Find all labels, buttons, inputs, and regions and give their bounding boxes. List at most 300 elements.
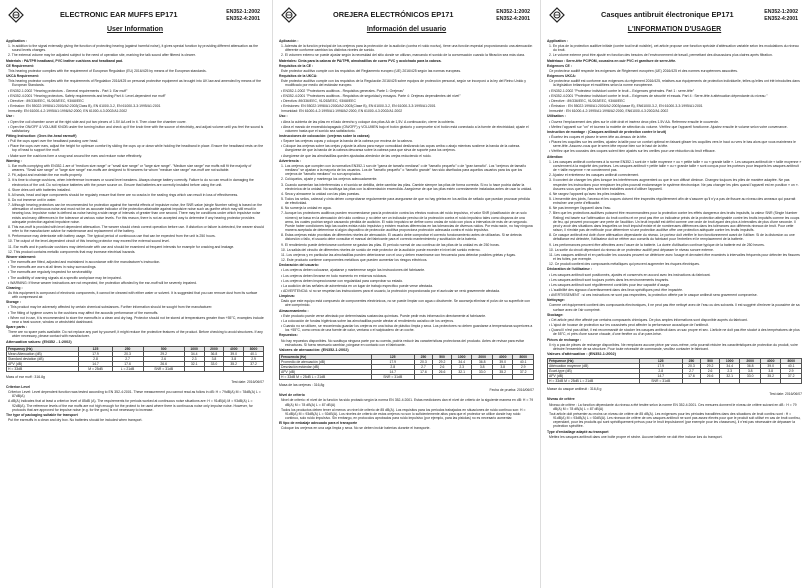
body-text <box>547 39 802 439</box>
brand-logo-icon <box>549 7 565 23</box>
paragraph: • Emisiones: EN 55022:1998/A1:2000/A2:2003(Clase B), EN 61000-3-2, EN 61000-3-3:1995/A1:2001 <box>281 104 436 109</box>
paragraph: 10. The output of the level-dependent circuit of this hearing protector may exceed the external sound level. <box>8 239 170 244</box>
paragraph: • Make sure the cushions form a snug seal around the ears and reduce noise effectively. <box>8 153 143 158</box>
table-cell: 3.8 <box>492 365 513 370</box>
table-title: Valores de atenuación: (EN352-1:2002) <box>279 347 349 352</box>
page-header <box>6 0 264 30</box>
table-cell: 29.2 <box>701 364 720 369</box>
paragraph: • Separe las orejeras copas y coloque la banda de la cabeza por encima de la cabeza. <box>281 139 413 144</box>
product-title: ELECTRONIC EAR MUFFS EP171 <box>60 10 178 19</box>
section-heading: Declaración del usuario: <box>279 263 319 268</box>
section-heading: Aplicación : <box>279 39 299 43</box>
table-cell: 2000 <box>740 359 761 364</box>
table-cell: 1000 <box>451 355 472 360</box>
table-cell: 39.0 <box>224 351 244 356</box>
table-cell: 39.0 <box>492 360 513 365</box>
table-cell: 2.8 <box>79 356 112 361</box>
section-heading: Exigences CE : <box>547 63 572 68</box>
paragraph: Este protector auditivo cumple con los requisitos del Reglamento europeo (UE) 2016/425 según las normas europeas. <box>281 68 461 73</box>
paragraph: 8. Ce casque antibruit est doté d'une atténuation dépendante du niveau. Le porteur doit vérifier le bon fonctionnement avant de l'utiliser. Si de la distorsion ou une défaillance est détectée, l'utilisateur doit se référer aux conseils du fabricant pour l'entretien et le remplacement de la batterie. <box>549 233 795 242</box>
section-heading: Materiales: Cinta para la cabeza de PA/TPR, almohadillas de cuero PVC y acolchado para la cabeza. <box>279 58 442 63</box>
product-title: Casques antibruit électronique EP171 <box>601 10 734 19</box>
table-cell: 2.6 <box>701 369 720 374</box>
column-spanish <box>272 0 540 588</box>
table-cell: 2.3 <box>719 369 740 374</box>
table-cell <box>414 375 433 380</box>
table-cell: 33.0 <box>472 370 493 375</box>
brand-logo-icon <box>8 7 24 23</box>
section-heading: Exigences UKCA: <box>547 74 577 79</box>
paragraph: • Coloque las orejeras sobre las orejas y ajuste la altura para mayor comodidad deslizando las copas arriba o abajo mientras sostiene la banda de la cabeza. Asegúrese de que la banda de la cabeza descansa sobre la cabeza para que sirva de soporte para los orejeros. <box>281 144 521 153</box>
section-heading: Application : <box>547 39 568 43</box>
section-heading: Attention: <box>547 154 564 159</box>
paragraph: 9. Les performances peuvent être affectées avec l'usure de la batterie. La durée d'utilisation continue typique de la batterie est de 250 heures. <box>549 242 765 247</box>
table-cell: Promedio de atenuación (dB) <box>280 360 372 365</box>
standard-code: EN352-1:2002 <box>226 9 260 15</box>
paragraph: 10. La salida del circuito de diferentes niveles de sonido de este protector de la audición puede exceder el nivel del sonido externo. <box>281 247 481 252</box>
paragraph: Ce protecteur auditif respecte les exigences de Règlement européen (UE) 2016/425 et des normes européennes associées. <box>549 68 738 73</box>
section-heading: Matériaux : Serre-tête PC/POM, coussins en cuir PVC et garniture de serre-tête. <box>547 58 677 63</box>
table-cell: M = 25dB <box>79 366 112 371</box>
mass-note: Mass of ear muff : 316.8g <box>6 374 45 379</box>
table-cell: H = 33dB M = 25dB L = 21dB <box>280 375 372 380</box>
table-cell: 2.6 <box>143 356 184 361</box>
table-cell: Atténuation moyenne (dB) <box>548 364 640 369</box>
section-heading: Wearer statement: <box>6 254 36 259</box>
paragraph: 1. En plus de la protection auditive initiale (contre tout bruit nuisible), cet article propose une fonction spéciale d'atténuation variable selon les modulations du niveau du bruit. <box>549 44 799 53</box>
paragraph: 6. Do not immerse unit in water. <box>8 198 57 202</box>
table-cell: 125 <box>79 346 112 351</box>
section-heading: Application : <box>6 39 27 43</box>
paragraph: 2. Colóquelos, ajuste y mantenga los orejeros adecuadamente. <box>281 177 378 182</box>
table-cell: 2.3 <box>451 365 472 370</box>
test-date: Test date: 2016/06/07 <box>231 379 264 384</box>
table-cell: H = 33dB <box>7 366 79 371</box>
paragraph: Comme cet équipement contient des composants électroniques, il ne peut pas être nettoyé avec de l'eau ou des solvants. Il est suggéré d'enlever la poussière de sa surface avec de l'air comprimé. <box>549 303 800 312</box>
table-cell: 17.9 <box>371 360 414 365</box>
paragraph: • EN352-4:2001 "Protecteur individuel contre le bruit – Exigences de sécurité et essais. Part 4 : Serre-tête à atténuation dépendante du niveau " <box>549 93 768 98</box>
paragraph: 1. Ear muffs complying with EN352-1 are of "medium size range" or "small size range" or "large size range". "Medium size range" ear muffs will fit the majority of wearers. "Small size range" or "large size range" ear-muffs are designed to fit wearers for whom "medium size range" ear-muff are not suitable. <box>8 163 252 173</box>
table-cell <box>433 375 452 380</box>
paragraph: • Emission: EN 55022:1998/A1:2000/A2:2003(Class B), EN 61000-3-2, EN 61000-3-3:1995/A1:2001 <box>8 104 161 109</box>
table-cell: Mean Attenuation (dB) <box>7 351 79 356</box>
paragraph: Mettez les casques antibruit dans une boîte propre et sèche. Aucune batterie ne doit être incluse lors du transport. <box>549 434 723 439</box>
paragraph: Coloque los orejeros en una caja limpia y seca. No se deben incluir baterías durante el transporte. <box>281 426 431 431</box>
paragraph: 10. La sortie du circuit dépendant du niveau de ce protecteur auditif peut dépasser le niveau sonore externe. <box>549 247 714 252</box>
section-heading: Stockage: <box>547 312 564 317</box>
paragraph: Criterion Level: Level dependent function was tested according to EN 352-4:2001. These measurement you cannot read as follow in dB: H = 79dB(A) M = 78dB(A) L = 87dB(A) <box>8 390 261 399</box>
paragraph: • Pull the cups apart over the headband passing over head. <box>8 139 99 144</box>
table-cell: 36.8 <box>204 351 224 356</box>
paragraph: 4. Seca y almacene la unidad con las pilas puestas. <box>281 191 360 196</box>
table-cell: APV (dB) <box>7 361 79 366</box>
table-cell: APV (dB) <box>280 370 372 375</box>
paragraph: This hearing protector complies with the requirement of European Regulation (EU) 2016/425 by means of the European standards. <box>8 68 207 73</box>
paragraph: • The earmuffs are worn at all times in noisy surroundings. <box>8 265 97 270</box>
mass-note: Masse du casque antibruit : 316,8 g <box>547 387 602 392</box>
paragraph: 9. El rendimiento puede deteriorarse conforme se gastan las pilas. El período normal de uso continuo de las pilas de la unidad es de 250 horas. <box>281 242 500 247</box>
table-cell: 500 <box>701 359 720 364</box>
table-cell: L = 21dB <box>112 366 143 371</box>
paragraph: • The fitting of hygiene covers to the cushions may affect the acoustic performance of the earmuffs. <box>8 310 159 315</box>
section-heading: Warning : <box>6 158 22 163</box>
section-heading: Requisitos de la CE : <box>279 63 314 68</box>
standard-code: EN352-1:2002 <box>764 9 798 15</box>
paragraph: • Los orejeros deben llevarse en todo momento en entornos ruidosos. <box>281 273 388 278</box>
table-cell: 14.7 <box>639 374 682 379</box>
table-cell: 33.0 <box>740 374 761 379</box>
paragraph: • WARNING: If these wearer instructions are not respected, the protection afforded by the ear-muff will be severely impaired. <box>8 280 197 285</box>
paragraph: • Los orejeros deben colocarse, ajustarse y mantenerse según las instrucciones del fabricante. <box>281 268 426 273</box>
paragraph: • Abra el mando de encendido/apagado (ON/OFF) y VOLUMEN bajo el botón giratorio y compruebe si el botón está conectado a la fuente de electricidad; ajuste el volumen hasta que el sonido sea satisfactorio. <box>281 124 529 133</box>
attenuation-table <box>279 354 534 380</box>
table-row <box>7 366 264 371</box>
paragraph: 7. Bien que les protections auditives puissent être recommandées pour la protection contre les effets dangereux des bruits impulsifs, la valeur SNR (Single Number Rating) est basée sur l'atténuation du bruit continu et ne peut pas être un indicateur précis de la protection atteignable contre les bruits impulsifs comme les coups de feu, qui peuvent provoquer une perte de l'audition. Un bruit impulsif est défini comme une onde de bruit ayant des pics à intervalles de plus d'une seconde. Il peut y avoir des situations dans lesquelles un bruit impulsif existe et de nombreuses différences dans les tolérances aux différents niveaux de bruit. Pour cette raison, il n'existe pas de méthode pour déterminer si une protection auditive offre une protection adéquate contre les bruits impulsifs. <box>549 211 800 233</box>
table-cell: 17.9 <box>79 351 112 356</box>
table-cell: APV (dB) <box>548 374 640 379</box>
paragraph: A dB(A) indicates that at least a criterion level of 85dB (A). The requirements for periods worked at continuous noise situations are: H = 91dB(A) M = 93dB(A) L = 92dB(A). The reference levels of the ear muffs are not high enough for the protect to be used where there is continuous noise only impulse noise. However, for protocols that are approved for impulse noise (e.g. for the guns) is not necessary to increase. <box>8 399 253 412</box>
brand-logo-icon <box>281 7 297 23</box>
table-cell: SNR = 31dB <box>639 379 682 384</box>
table-title: Attenuation values: (EN352 - 1:2002) <box>6 339 72 344</box>
column-french <box>540 0 808 588</box>
section-heading: Limpieza: <box>279 294 295 299</box>
table-cell: 2.7 <box>414 365 433 370</box>
paragraph: 1. Los orejeros que cumplen con la normativa EN352-1 son de "gama de tamaño mediana" o de "tamaño pequeño" o de "gran tamaño". Los "orejeros de tamaño mediano" se ajustan a la mayoría de los usuarios. Los de "tamaño pequeño" o "tamaño grande" han sido diseñados para aquellos usuarios para los que los orejeros de "tamaño mediano" no son apropiados. <box>281 163 527 177</box>
paragraph: • Émission : EN 55022:1998/A1:2000/A2:2003(classe B), EN61000-3-2, EN 61000-3-3:1995/A1:2001 <box>549 104 703 109</box>
section-heading: Storage : <box>6 300 21 305</box>
table-cell: 2.8 <box>371 365 414 370</box>
paragraph: • EN352-4:2001 "Protectores auditivos - Requisitos de seguridad y ensayos. Parte 4: Orejeras dependientes del nivel" <box>281 93 461 98</box>
paragraph: • Directiva: 89/336/EEC, 91/263/EEC, 93/68/EEC <box>281 98 356 103</box>
paragraph: Nivel de criterio: el nivel de la función ha sido probado según la norma EN 352-4:2001. Estas mediciones dan el nivel de criterio de la siguiente manera en dB: H = 79 dB(A) M = 78 dB(A) L = 87 dB(A) <box>281 398 534 407</box>
table-cell: 2.8 <box>639 369 682 374</box>
table-cell <box>781 379 802 384</box>
section-heading: Spare parts : <box>6 325 28 330</box>
table-cell: 17.6 <box>112 361 143 366</box>
paragraph: 8. This ear-muff is provided with level dependent attenuation. The wearer should check correct operation before use. If distortion or failure is detected, the wearer should refer to the manufacturer advice for maintenance and replacement of the battery. <box>8 224 264 234</box>
table-cell: 4000 <box>492 355 513 360</box>
table-row <box>548 379 802 384</box>
paragraph: No hay repuestos disponibles. No sustituya ninguna parte por su cuenta, podría reducir las características protectoras del producto. Antes de revisar para evitar estructuras. Si fuera necesario cambiar, póngase en contacto con el fabricante. <box>281 338 525 347</box>
table-cell: 17.6 <box>682 374 701 379</box>
table-cell: 20.3 <box>682 364 701 369</box>
table-cell <box>760 379 781 384</box>
standard-code: EN352-4:2001 <box>764 16 798 22</box>
paragraph: 5. Todos los sellos, cabezal y cinta deben comprobarse regularmente para asegurarse de que no hay grietas en los anillos de sellado que puedan provocar pérdida de efectividad. <box>281 197 530 206</box>
section-heading: Nettoyage: <box>547 298 565 303</box>
section-heading: Advertencia : <box>279 158 301 163</box>
table-row <box>280 375 534 380</box>
paragraph: 3. It is time to change cushions, when interference increases or sound level weakens. Always change battery correctly. Failure to do so can result in damaging the electronics of the unit. Do not replace batteries with the power source on. Ensure that batteries are correctly installed before using the unit. <box>8 178 254 187</box>
paragraph: Immunité : EN 61000-4-2:1995/A1:1998/A2:2000, EN61000-4-3:2002/A1:2002 <box>549 109 669 114</box>
paragraph: • The earmuffs are fitted, adjusted and maintained in accordance with the manufacturer's instruction. <box>8 260 161 265</box>
section-heading: Fitting Instruction: (Over-the-head earmuff) <box>6 133 77 138</box>
paragraph: • Este producto puede verse afectado por determinadas sustancias químicas. Puede pedir más información directamente al fabricante. <box>281 313 487 318</box>
table-cell: 35.2 <box>760 374 781 379</box>
paragraph: Todos los productos deben tener al menos un nivel de criterio de 85 dB(A). Los requisitos para los periodos trabajados en situaciones de ruido continuo son: H = 91dB(A) M = 93dB(A) L = 92dB(A). Los niveles de criterio de estos orejeros no son lo suficientemente altos para que el protector se utilice donde hay ruido continuo, solo ruido impulsivo. Sin embargo, en protocolos aprobados para ruido impulsivo (por ejemplo, para las pistolas) no es necesario aumentar. <box>281 407 526 421</box>
paragraph: • Directive : 89/336/EEC, 91/263/EEC, 93/68/EEC <box>549 98 625 103</box>
paragraph: 5. L'ensemble des joints, l'arceau et les coques doivent être inspectés régulièrement afin de s'assurer qu'il n'y a pas de fissure au niveau des anneaux qui pourrait entraîner une perte d'efficacité. <box>549 197 796 206</box>
table-cell: 26.6 <box>143 361 184 366</box>
standard-code: EN352-4:2001 <box>226 16 260 22</box>
table-cell <box>740 379 761 384</box>
table-cell <box>451 375 472 380</box>
paragraph: • EN352-4:2001 "Hearing protectors- Safety requirements and testing Part 4: Level-dependent ear muff" <box>8 93 166 98</box>
page-header <box>547 0 802 30</box>
section-heading: Niveau de critère <box>547 397 575 402</box>
mass-note: Masa de las orejeras : 316,8g <box>279 383 325 387</box>
table-cell: 33.0 <box>204 361 224 366</box>
product-title: OREJERA ELECTRÓNICOS EP171 <box>333 10 454 19</box>
paragraph: 11. Ear muffs and in particular cushions may deteriorate with use and should be examined at frequent intervals for example for cracking and leakage. <box>8 244 235 249</box>
table-cell: 1000 <box>719 359 740 364</box>
table-cell: 3.8 <box>472 365 493 370</box>
table-cell: 40.1 <box>513 360 534 365</box>
table-cell <box>682 379 701 384</box>
paragraph: 1. Además de la función principal de los orejeros para la protección de la audición (contra el ruido nocivo), tiene una función especial proporcionando una atenuación diferente conforme cambian los distintos niveles de sonido. <box>281 44 533 53</box>
paragraph: There are no spare parts available. Do not replace any part by yourself, it might reduce the protective features of the product. Before checking to avoid structures. If any wider necessary, please contact with manufacturer. <box>8 330 263 339</box>
paragraph: 4. Store dries unit with batteries installed. <box>8 187 71 192</box>
paragraph: • The earmuffs are regularly inspected for serviceability. <box>8 270 93 275</box>
table-cell: 35.2 <box>224 361 244 366</box>
table-cell: 8000 <box>513 355 534 360</box>
table-cell: 500 <box>143 346 184 351</box>
table-cell: 2.7 <box>682 369 701 374</box>
table-cell: 26.6 <box>701 374 720 379</box>
section-heading: Instruction de montage : (Casques antibruit de protection contre le bruit) <box>547 129 666 134</box>
table-cell: 250 <box>112 346 143 351</box>
table-cell: 20.3 <box>414 360 433 365</box>
paragraph: Niveau de critère : La fonction dépendante du niveau a été testée selon la norme EN 352-4:2001. Ces mesures donnent le niveau de critère suivant en dB : H = 79 dB(A) M = 78 dB(A) L = 87 dB(A) <box>549 402 797 411</box>
paragraph: 3. Cuando aumentan las interferencias o el sonido se debilita, debe cambiar las pilas. Cambie siempre las pilas de forma correcta. Si no lo hace podría dañar la electrónica de la unidad. No sustituya las pilas con la alimentación encendida. Asegúrese de que las pilas estén correctamente instaladas antes de usar la unidad. <box>281 182 533 191</box>
table-cell <box>719 379 740 384</box>
paragraph: • Asegúrese de que las almohadillas queden ajustadas alrededor de las orejas reduciendo el ruido. <box>281 153 432 158</box>
standard-code: EN352-4:2001 <box>496 16 530 22</box>
table-cell <box>184 366 204 371</box>
table-cell: Écart-type (dB) <box>548 369 640 374</box>
section-heading: Cleaning : <box>6 285 23 290</box>
paragraph: • Los orejeros deben inspeccionarse con regularidad para comprobar su estado. <box>281 278 404 283</box>
section-heading: The type of packaging suitable for transport <box>6 412 78 417</box>
section-heading: El tipo de embalaje adecuado para el transporte <box>279 421 358 426</box>
paragraph: Put the earmuffs in a clean and dry box. No batteries should be included when transport. <box>8 418 143 423</box>
paragraph: • Cuando no se utilicen, se recomienda guardar los orejeros en una bolsa de plástico limpia y seca. Los protectores no deben guardarse a temperaturas superiores a los +55°C, como cerca de una fuente de calor, ventana o el salpicadero de un coche. <box>281 324 533 333</box>
table-cell: 34.4 <box>184 351 204 356</box>
test-date: Test date: 2016/06/07 <box>769 392 802 397</box>
section-heading: Materials : PA/TPR headband, PVC leather cushions and headband pad. <box>6 58 124 63</box>
table-cell: 2.7 <box>112 356 143 361</box>
section-heading: Uso : <box>279 114 288 119</box>
table-cell: 125 <box>639 359 682 364</box>
paragraph: Este protector auditivo cumple con los requisitos de la Regulación 2016/425 sobre equipos de protección personal, según se incorporó a la ley del Reino Unido y modificado por medio del estándar europeo. <box>281 79 526 88</box>
paragraph: • Abra la cubierta de las pilas en el lado derecho y coloque dos pilas AA de 1,5V. A continuación, cierre la cubierta. <box>281 119 455 124</box>
table-cell <box>701 379 720 384</box>
paragraph: 1. In addition to the signal externally giving the function of protecting hearing (against harmful noise), it gives special function by providing different attenuation as the sound levels changes. <box>8 44 259 53</box>
standard-codes <box>496 9 530 23</box>
attenuation-table <box>547 358 802 384</box>
section-heading: UKCA Requirement: <box>6 74 39 79</box>
table-cell: 2.6 <box>433 365 452 370</box>
table-cell: H = 33dB M = 25dB L = 21dB <box>548 379 640 384</box>
table-cell: 2.3 <box>184 356 204 361</box>
table-cell <box>492 375 513 380</box>
paragraph: 11. Los orejeros y en particular las almohadillas pueden deteriorarse con el uso y deben examinarse con frecuencia para detectar posibles grietas y fugas. <box>281 252 516 257</box>
attenuation-table <box>6 346 264 372</box>
paragraph: 2. El volumen externo se puede ajustar según la necesidad del sitio donde se utilizan, marcando el sonido de la conversación cuando la filtración sea más clara. <box>281 53 526 58</box>
paragraph: • Mettez l'appareil sur "on" et tournez la molette de sélection du volume. Vérifiez que l'appareil fonctionne. Ajustez ensuite le volume selon votre convenance. <box>549 124 788 129</box>
table-cell: Frecuencia (Hz) <box>280 355 372 360</box>
paragraph: • Cet article peut être affecté par certains composants chimiques. De plus amples informations sont disponible auprès du fabricant. <box>549 317 748 322</box>
column-english <box>0 0 270 588</box>
paragraph: 7. Although hearing protectors can be recommended for protection against the harmful effects of impulsive noise, the SNR-value (single Number rating) is based on the attenuation of continuous noise and must not be as accurate indicator of the protection attainable against impulsive noise such as gunfire which may still result in hearing loss. Impulsive noise is defined as noise having a wide range of intervals of greater than one second. There may be conditions under which impulsive noise exists and many differences in the tolerance at various noise levels. For this reason, there is not an accepted way to determine if any hearing protector provides adequate protection against impulsive noise. <box>8 203 263 224</box>
body-text <box>279 39 534 431</box>
table-cell: SNR = 31dB <box>143 366 184 371</box>
paragraph: 5. All seals, head and tape components should be regularly ensure that there are no cracks in the sealing rings which can result in loss of effectiveness. <box>8 192 239 197</box>
table-cell: 500 <box>433 355 452 360</box>
paragraph: • The audibility of warning signals at a specific workplace may be impaired. <box>8 275 122 280</box>
paragraph: Ce protecteur auditif est conforme aux exigences du règlement 2016/425, relatives aux équipements de protection individuelle, telles qu'elles ont été introduites dans la législation britannique et modifiées selon la norme européenne. <box>549 79 800 88</box>
paragraph: • Place the cups over ears, adjust the height for optimum comfort by sliding the cups up or down while holding the headband in place. Ensure the headband rests on the top of head to support the muff. <box>8 144 264 153</box>
paragraph: • Placez les coquilles sur les oreilles, ajustez la taille pour un confort optimal en faisant glisser les coquilles vers le haut ou vers le bas alors que vous maintenez le serre-tête. Assurez-vous que le serre-tête repose bien sur le haut de la tête. <box>549 140 796 149</box>
paragraph: • L'ajout de housse de protection sur les coussinets peut affecter la performance acoustique de l'antibruit. <box>549 323 709 328</box>
paragraph: 6. Ne pas immerger l'appareil dans l'eau. <box>549 206 612 211</box>
paragraph: • ADVERTENCIA: si no se respetan las instrucciones para el usuario, la protección proporcionada por el auricular se verá gravemente afectada. <box>281 288 500 293</box>
paragraph: 9. Performance may deteriorate with battery usage. The typical period of continuous use that can be expected from the unit is 250 hours. <box>8 234 216 239</box>
table-cell: 2.9 <box>513 365 534 370</box>
table-cell: 32.1 <box>451 370 472 375</box>
paragraph: 1. Les casques antibruit conformes à la norme EN352-1 sont de « taille moyenne » ou « petite taille » ou « grande taille ». Les casques antibruit de « taille moyenne » conviennent à la majorité des porteurs. Les casques antibruit « petite taille » ou « grande taille » sont conçus pour les porteurs pour lesquels les casques antibruit de « taille moyenne » ne conviennent pas. <box>549 159 802 173</box>
table-cell: Frequency (Hz) <box>7 346 79 351</box>
paragraph: • EN352-1:2002 "Hearing protectors - General requirements - Part 1: Ear muff" <box>8 88 128 93</box>
paragraph: 6. No sumerja la unidad en agua. <box>281 206 332 211</box>
table-cell: 37.2 <box>513 370 534 375</box>
table-cell: 20.3 <box>112 351 143 356</box>
table-cell <box>472 375 493 380</box>
table-cell: 36.8 <box>740 364 761 369</box>
paragraph: This hearing protector complies with the requirements of Regulation 2016/425 on personal protective equipment as brought into UK law and amended by means of the European Standards. <box>8 79 261 88</box>
paragraph: • Vérifiez que les coussins des coques soient bien ajustés sur les oreilles pour une réduction du bruit efficace. <box>549 149 716 154</box>
paragraph: 2. The external volume may be adjusted subject to the need of operation site, marking the talk sound after filtered is clearer. <box>8 53 196 58</box>
table-cell: 32.1 <box>184 361 204 366</box>
paragraph: 12. Este producto contiene componentes metálicos que pueden aumentar los riesgos eléctricos. <box>281 258 428 263</box>
table-cell: 1000 <box>184 346 204 351</box>
section-heading: Type d'emballage adapté au transport <box>547 429 609 434</box>
section-heading: Requisitos de la UKCA: <box>279 74 318 79</box>
section-heading: Nivel de criterio <box>279 393 305 398</box>
section-heading: Pièces de rechange : <box>547 337 582 342</box>
section-heading: Déclaration de l'utilisateur : <box>547 267 592 272</box>
table-cell: 2.9 <box>781 369 802 374</box>
paragraph: • AVERTISSEMENT : si ces instructions ne sont pas respectées, la protection offerte par le casque antibruit sera gravement compromise. <box>549 293 758 298</box>
paragraph: • Écartez les coques et placez le serre-tête au-dessus de la tête. <box>549 134 648 139</box>
table-cell: 37.2 <box>244 361 264 366</box>
paragraph: • L'audibilité des signaux d'avertissement dans des lieux spécifiques peut être impactée. <box>549 287 683 292</box>
paragraph: Inmunidad: EN 61000-4-2:1995/A1:1998/A2:2000, EN 61000-4-3:2002/A1:2002 <box>281 109 403 114</box>
paragraph: Dado que este equipo está compuesto de componentes electrónicos, no se puede limpiar con agua o disolvente. Se aconseja eliminar el polvo de su superficie con aire comprimido. <box>281 299 530 308</box>
page-header <box>279 0 534 30</box>
paragraph: • La colocación de fundas higiénicas sobre las almohadillas puede afectar al rendimiento acústico de los orejeros. <box>281 318 454 323</box>
table-cell: 14.7 <box>371 370 414 375</box>
section-subtitle: L'INFORMATION D'USAGER <box>627 26 722 33</box>
table-cell: 3.8 <box>740 369 761 374</box>
table-cell: Fréquence (Hz) <box>548 359 640 364</box>
table-cell <box>513 375 534 380</box>
standard-codes <box>764 9 798 23</box>
table-cell: 39.0 <box>760 364 781 369</box>
table-cell: 17.9 <box>639 364 682 369</box>
paragraph: • Les casques antibruit sont toujours portés dans les environnements bruyants. <box>549 277 670 282</box>
table-cell: 34.4 <box>719 364 740 369</box>
standard-codes <box>226 9 260 23</box>
section-heading: Use : <box>6 114 15 119</box>
section-heading: Criterion Level <box>6 385 31 389</box>
table-cell: 17.6 <box>414 370 433 375</box>
table-cell: 34.4 <box>451 360 472 365</box>
table-cell <box>204 366 224 371</box>
body-text <box>6 39 264 422</box>
paragraph: 7. Aunque los protectores auditivos pueden recomendarse para la protección contra los efectos nocivos del ruido impulsivo, el valor SNR (clasificación de un solo número) se basa en la atenuación del ruido continuo y no debe ser un indicador preciso de la protección contra el ruido impulsivo tales como disparos de una arma, los cuales podrían seguir causando pérdida de audición. El ruido impulsivo se define como ondas de ruido con picos a intervalos de más de un segundo. Puede haber condiciones bajo las cuales exista ruido impulsivo y existen muchas diferencias en las tolerancias de diversos ruidos. Por esta razón, no hay ninguna manera aceptada de determinar si algún dispositivo de protección auditiva proporciona protección adecuada contra el ruido impulsivo. <box>281 211 533 233</box>
table-cell: 2.9 <box>244 356 264 361</box>
paragraph: • Les casques antibruit sont positionnés, ajustés et conservés en accord avec les instructions du fabricant. <box>549 272 711 277</box>
paragraph: 4. Ne rangez l'appareil qu'avec les piles installées. <box>549 191 626 196</box>
section-heading: Almacenamiento : <box>279 308 309 313</box>
paragraph: • Open the ON/OFF & VOLUME KNOB under the turning button and check up if the knob time with the source of electricity, and adjust volume until you feel the sound is satisfactory. <box>8 124 264 133</box>
table-cell: 8000 <box>244 346 264 351</box>
table-cell: SNR = 31dB <box>371 375 414 380</box>
standard-code: EN352-1:2002 <box>496 9 530 15</box>
paragraph: 12. This product contains metallic components that may increase electrical hazards. <box>8 249 136 254</box>
paragraph: 11. Les casques antibruit et en particulier les coussins peuvent se détériorer avec l'usage et devraient être examinés à intervalles fréquents pour détecter les fissures et les fuites, par exemple. <box>549 252 800 262</box>
table-cell: 3.8 <box>760 369 781 374</box>
section-subtitle: User Information <box>106 26 163 33</box>
paragraph: Tout article doit présenter au moins un niveau de critère de 85 dB(A). Les exigences pour les périodes travaillées dans des situations de bruit continu sont : H = 91dB(A) M = 93dB(A) L = 92dB(A). Les niveaux de critère de ces casques antibruit ne sont pas assez élevés pour que le produit soit utilisé en cas de bruit continu, cependant, pour les produits qui sont spécifiquement prévus pour le bruit impulsionnel (par exemple pour les chasseurs), il n'est pas nécessaire de dépasser la protection spécifiée. <box>549 411 801 429</box>
table-cell <box>244 366 264 371</box>
section-heading: Repuestos: <box>279 333 298 338</box>
table-cell: 37.2 <box>781 374 802 379</box>
table-cell: 250 <box>414 355 433 360</box>
paragraph: 2. Ajustez et entretenez les casques antibruit correctement. <box>549 173 640 178</box>
section-heading: Utilisation : <box>547 114 566 119</box>
paragraph: • Les casques antibruit sont régulièrement contrôlés pour leur capacité d'usage. <box>549 282 671 287</box>
table-cell: 3.8 <box>204 356 224 361</box>
paragraph: • This product may be adversely affected by certain chemical substances. Further information should be sought from the manufacturer. <box>8 305 213 310</box>
table-cell: 4000 <box>224 346 244 351</box>
paragraph: Il n'y a pas de pièces de rechange disponibles. Ne remplacez aucune pièce par vous-même, cela pourrait réduire les caractéristiques de protection du produit, voire détruire l'ensemble de sa structure. Pour toute nécessité de commande, veuillez contacter le fabricant. <box>549 342 798 351</box>
paragraph: • When not in use, it is recommended to store the earmuffs in a clean and dry bag. Protector should not be stored at temperatures greater than +55°C, examples include near a heat source, window or windshield dashboard. <box>8 315 264 324</box>
test-date: Fecha de prueba: 2016/06/07 <box>489 388 534 393</box>
table-cell: 2000 <box>204 346 224 351</box>
paragraph: • Quand il n'est pas utilisé, il est recommandé de stocker les casques antibruit dans un sac propre et sec. L'article ne doit pas être stocké à des températures de plus de 55°C, ni près d'une source chaude, d'une fenêtre ou d'un pare-brise. <box>549 328 800 337</box>
table-cell: 26.6 <box>433 370 452 375</box>
paragraph: 2. Le volume externe peut être ajusté en fonction des besoins de l'environnement de travail, permettant des discussions plus claires après filtration. <box>549 53 773 58</box>
table-cell: 35.2 <box>492 370 513 375</box>
table-cell: 3.8 <box>224 356 244 361</box>
table-cell: 29.2 <box>433 360 452 365</box>
section-heading: Instrucciones de colocación: (orejeras sobre la cabeza) <box>279 133 370 138</box>
table-cell: 8000 <box>781 359 802 364</box>
table-cell: 250 <box>682 359 701 364</box>
table-cell: 125 <box>371 355 414 360</box>
paragraph: 3. Il convient de changer les piles lorsque les interférences augmentent ou que le son diffusé diminue. Changez toujours les piles de manière adaptée. Ne pas respecter les instructions pour remplacer les piles pourrait endommager le système électronique. Ne pas changer les piles quand l'appareil est en position « on ». Assurez-vous que les piles sont bien installées avant d'utiliser l'appareil. <box>549 178 799 191</box>
paragraph: Immunity: EN 61000-4-2:1995/A1:1998/A2:2000, EN 61000-4-3:2002/A1:2002 <box>8 109 128 114</box>
paragraph: • Directive : 89/336/EEC, 91/263/EEC, 93/68/EEC <box>8 98 84 103</box>
section-heading: CE Requirement: <box>6 63 34 68</box>
paragraph: • La audición de las señales de advertencia en un lugar de trabajo específico puede verse afectada. <box>281 283 433 288</box>
paragraph: 12. Ce produit contient des composants métalliques qui peuvent augmenter les risques électriques. <box>549 262 700 267</box>
paragraph: • Open the coil chamber cover at the right side and put two pieces of 1.5V AA cell in it. Then close the chamber cover. <box>8 119 187 124</box>
paragraph: • Ouvrez l'emplacement des piles sur le côté droit et insérez deux piles 1.5V AA. Refermez ensuite le couvercle. <box>549 119 719 124</box>
